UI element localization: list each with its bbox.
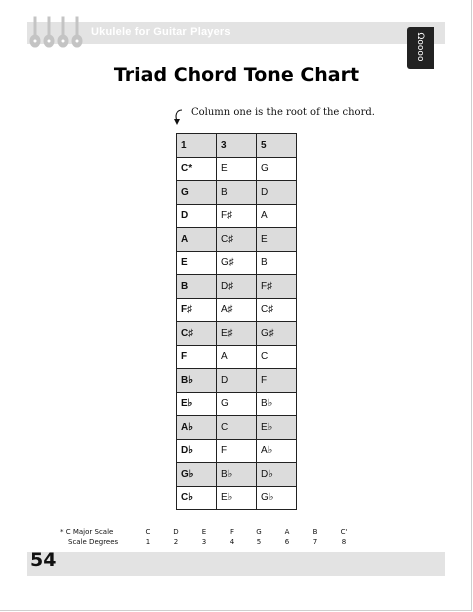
third-cell: A♯ — [217, 298, 257, 322]
fifth-cell: B — [257, 251, 297, 275]
scale-degree: 4 — [229, 538, 235, 546]
third-cell: E♯ — [217, 322, 257, 346]
scale-degree: 3 — [201, 538, 207, 546]
third-cell: C — [217, 416, 257, 440]
table-row — [177, 369, 297, 393]
table-row — [177, 345, 297, 369]
root-cell: C♭ — [177, 486, 217, 510]
fifth-cell: A♭ — [257, 439, 297, 463]
root-cell: F♯ — [177, 298, 217, 322]
third-cell: G — [217, 392, 257, 416]
scale-degree: 1 — [145, 538, 151, 546]
major-scale-label: * C Major Scale — [60, 528, 114, 536]
table-row — [177, 204, 297, 228]
table-row — [177, 322, 297, 346]
scale-note: D — [173, 528, 179, 536]
table-row — [177, 392, 297, 416]
root-cell: B♭ — [177, 369, 217, 393]
third-cell: D — [217, 369, 257, 393]
header-cell: 5 — [257, 134, 297, 158]
scale-degree: 7 — [312, 538, 318, 546]
root-cell: B — [177, 275, 217, 299]
header-cell: 3 — [217, 134, 257, 158]
root-cell: F — [177, 345, 217, 369]
ukulele-icon — [30, 17, 40, 47]
chapter-tab[interactable] — [407, 27, 434, 69]
fifth-cell: E♭ — [257, 416, 297, 440]
header-bar — [27, 22, 445, 44]
chapter-tab-label: Ωoooo — [415, 32, 425, 62]
curved-arrow-icon — [172, 106, 192, 130]
root-cell: G — [177, 181, 217, 205]
third-cell: D♯ — [217, 275, 257, 299]
root-annotation: Column one is the root of the chord. — [191, 107, 375, 118]
root-cell: D — [177, 204, 217, 228]
footer-bar — [27, 552, 445, 576]
scale-degree: 5 — [256, 538, 262, 546]
fifth-cell: G♭ — [257, 486, 297, 510]
fifth-cell: B♭ — [257, 392, 297, 416]
root-cell: D♭ — [177, 439, 217, 463]
fifth-cell: E — [257, 228, 297, 252]
fifth-cell: G — [257, 157, 297, 181]
table-row — [177, 181, 297, 205]
scale-note: F — [229, 528, 235, 536]
book-title: Ukulele for Guitar Players — [91, 26, 231, 38]
root-cell: C* — [177, 157, 217, 181]
root-cell: E — [177, 251, 217, 275]
scale-note: A — [284, 528, 290, 536]
third-cell: B♭ — [217, 463, 257, 487]
scale-note: E — [201, 528, 207, 536]
table-row — [177, 416, 297, 440]
table-row — [177, 463, 297, 487]
root-cell: E♭ — [177, 392, 217, 416]
header-cell: 1 — [177, 134, 217, 158]
root-cell: A♭ — [177, 416, 217, 440]
table-row — [177, 275, 297, 299]
fifth-cell: D — [257, 181, 297, 205]
fifth-cell: G♯ — [257, 322, 297, 346]
table-row — [177, 157, 297, 181]
ukulele-icon — [72, 17, 82, 47]
table-row — [177, 251, 297, 275]
ukulele-icon — [58, 17, 68, 47]
table-row — [177, 486, 297, 510]
third-cell: G♯ — [217, 251, 257, 275]
scale-degrees-label: Scale Degrees — [68, 538, 119, 546]
ukulele-icons — [28, 15, 86, 49]
scale-note: C' — [340, 528, 348, 536]
scale-note: G — [256, 528, 262, 536]
fifth-cell: C♯ — [257, 298, 297, 322]
ukulele-icon — [44, 17, 54, 47]
scale-degree: 2 — [173, 538, 179, 546]
third-cell: F♯ — [217, 204, 257, 228]
triad-chord-table — [176, 133, 297, 510]
third-cell: B — [217, 181, 257, 205]
table-header-row — [177, 134, 297, 158]
fifth-cell: F♯ — [257, 275, 297, 299]
fifth-cell: F — [257, 369, 297, 393]
fifth-cell: A — [257, 204, 297, 228]
fifth-cell: D♭ — [257, 463, 297, 487]
scale-degree: 6 — [284, 538, 290, 546]
scale-note: B — [312, 528, 318, 536]
root-cell: G♭ — [177, 463, 217, 487]
scale-degree: 8 — [341, 538, 347, 546]
third-cell: F — [217, 439, 257, 463]
root-cell: A — [177, 228, 217, 252]
root-cell: C♯ — [177, 322, 217, 346]
scale-note: C — [145, 528, 151, 536]
third-cell: C♯ — [217, 228, 257, 252]
table-row — [177, 439, 297, 463]
page-title: Triad Chord Tone Chart — [113, 64, 360, 86]
third-cell: A — [217, 345, 257, 369]
third-cell: E — [217, 157, 257, 181]
table-row — [177, 228, 297, 252]
table-row — [177, 298, 297, 322]
fifth-cell: C — [257, 345, 297, 369]
third-cell: E♭ — [217, 486, 257, 510]
page-number: 54 — [30, 549, 57, 571]
